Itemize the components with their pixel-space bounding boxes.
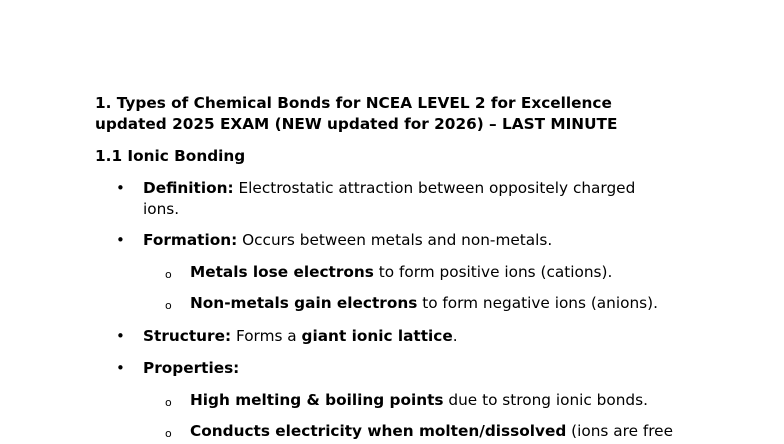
structure-label: Structure:	[143, 327, 232, 345]
page-title-line-2: updated 2025 EXAM (NEW updated for 2026) – LAST MINUTE	[95, 115, 618, 133]
properties-item	[143, 358, 239, 379]
formation-sub2-text: to form negative ions (anions).	[417, 294, 658, 312]
formation-sub1-bold: Metals lose electrons	[190, 263, 374, 281]
section-heading: 1.1 Ionic Bonding	[95, 147, 246, 165]
formation-sub-item-metals	[190, 262, 612, 283]
properties-sub1-bold: High melting & boiling points	[190, 391, 444, 409]
formation-sub1-text: to form positive ions (cations).	[373, 263, 613, 281]
properties-sub-item-melting	[190, 390, 648, 411]
properties-sub-item-conducts	[190, 421, 673, 442]
sub-bullet-marker: o	[165, 427, 172, 440]
bullet-marker: •	[116, 359, 125, 377]
formation-label: Formation:	[143, 231, 238, 249]
sub-bullet-marker: o	[165, 268, 172, 281]
formation-sub2-bold: Non-metals gain electrons	[190, 294, 418, 312]
definition-item	[143, 178, 635, 199]
structure-text-before: Forms a	[231, 327, 302, 345]
properties-sub2-text: (ions are free	[566, 422, 674, 440]
bullet-marker: •	[116, 231, 125, 249]
bullet-marker: •	[116, 179, 125, 197]
formation-text: Occurs between metals and non-metals.	[237, 231, 553, 249]
structure-bold: giant ionic lattice	[301, 327, 453, 345]
page-title	[95, 93, 617, 135]
properties-sub2-bold: Conducts electricity when molten/dissolved	[190, 422, 567, 440]
formation-item	[143, 230, 552, 251]
sub-bullet-marker: o	[165, 396, 172, 409]
properties-sub1-text: due to strong ionic bonds.	[443, 391, 648, 409]
formation-sub-item-nonmetals	[190, 293, 658, 314]
bullet-marker: •	[116, 327, 125, 345]
properties-label: Properties:	[143, 359, 240, 377]
structure-text-after: .	[452, 327, 458, 345]
page-title-line-1: 1. Types of Chemical Bonds for NCEA LEVEL 2 for Excellence	[95, 94, 612, 112]
definition-label: Definition:	[143, 179, 234, 197]
structure-item	[143, 326, 458, 347]
sub-bullet-marker: o	[165, 299, 172, 312]
definition-text: Electrostatic attraction between oppositely charged	[233, 179, 636, 197]
definition-text-cont: ions.	[143, 200, 180, 218]
